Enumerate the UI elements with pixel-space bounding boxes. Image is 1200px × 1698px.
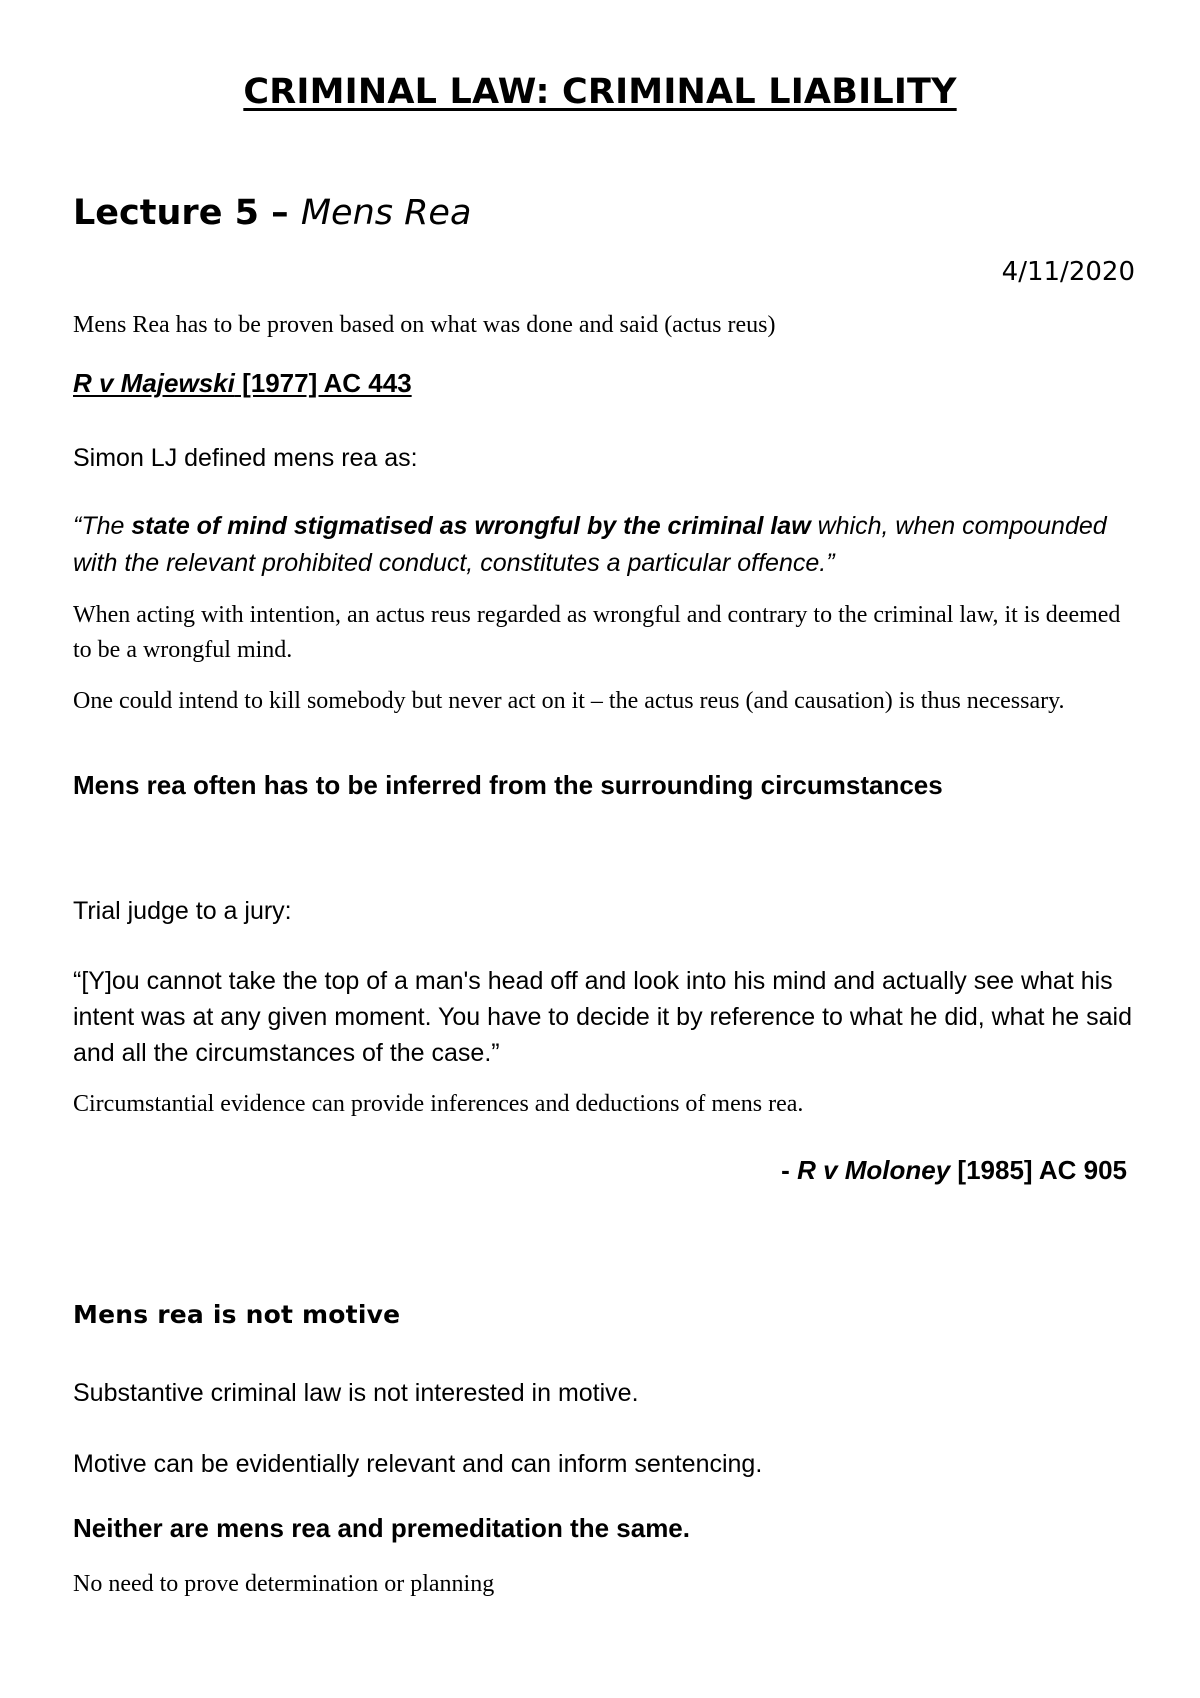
document-title: CRIMINAL LAW: CRIMINAL LIABILITY bbox=[243, 72, 957, 112]
heading-inferred: Mens rea often has to be inferred from the surrounding circumstances bbox=[73, 770, 943, 800]
lecture-number: Lecture 5 – bbox=[73, 193, 301, 233]
case-citation-moloney bbox=[781, 1155, 1127, 1186]
paragraph-circumstantial: Circumstantial evidence can provide inferences and deductions of mens rea. bbox=[73, 1091, 804, 1117]
paragraph-planning: No need to prove determination or planning bbox=[73, 1571, 495, 1597]
lecture-date: 4/11/2020 bbox=[1001, 257, 1135, 287]
simon-intro: Simon LJ defined mens rea as: bbox=[73, 444, 418, 472]
cite-prefix: - bbox=[781, 1155, 798, 1185]
paragraph-intention: When acting with intention, an actus reus regarded as wrongful and contrary to the criminal law, it is deemed to be a wrongful mind. bbox=[73, 602, 1121, 663]
lecture-heading bbox=[73, 193, 471, 233]
quote-rest: which, when compounded with the relevant prohibited conduct, constitutes a particular offence.” bbox=[73, 512, 1107, 577]
quote-bold-part: state of mind stigmatised as wrongful by the criminal law bbox=[131, 512, 811, 540]
paragraph-substantive: Substantive criminal law is not interested in motive. bbox=[73, 1379, 639, 1407]
paragraph-kill: One could intend to kill somebody but never act on it – the actus reus (and causation) is thus necessary. bbox=[73, 688, 1065, 714]
case-name: R v Majewski bbox=[73, 368, 235, 398]
heading-motive: Mens rea is not motive bbox=[73, 1300, 401, 1329]
intro-paragraph: Mens Rea has to be proven based on what was done and said (actus reus) bbox=[73, 312, 776, 338]
heading-premeditation: Neither are mens rea and premeditation the same. bbox=[73, 1513, 690, 1543]
quote-simon-lj bbox=[73, 508, 1133, 582]
cite-case-name: R v Moloney bbox=[797, 1155, 951, 1185]
lecture-topic: Mens Rea bbox=[300, 193, 472, 233]
quote-open: “The bbox=[73, 512, 132, 540]
paragraph-motive: Motive can be evidentially relevant and can inform sentencing. bbox=[73, 1450, 763, 1478]
quote-trial-judge: “[Y]ou cannot take the top of a man's head off and look into his mind and actually see what his intent was at any given moment. You have to decide it by reference to what he did, what he said and all the circumstances of the case.” bbox=[73, 967, 1132, 1067]
case-citation: [1977] AC 443 bbox=[234, 368, 412, 398]
trial-judge-intro: Trial judge to a jury: bbox=[73, 897, 292, 925]
case-heading-majewski bbox=[73, 368, 1133, 399]
cite-citation: [1985] AC 905 bbox=[950, 1155, 1127, 1185]
